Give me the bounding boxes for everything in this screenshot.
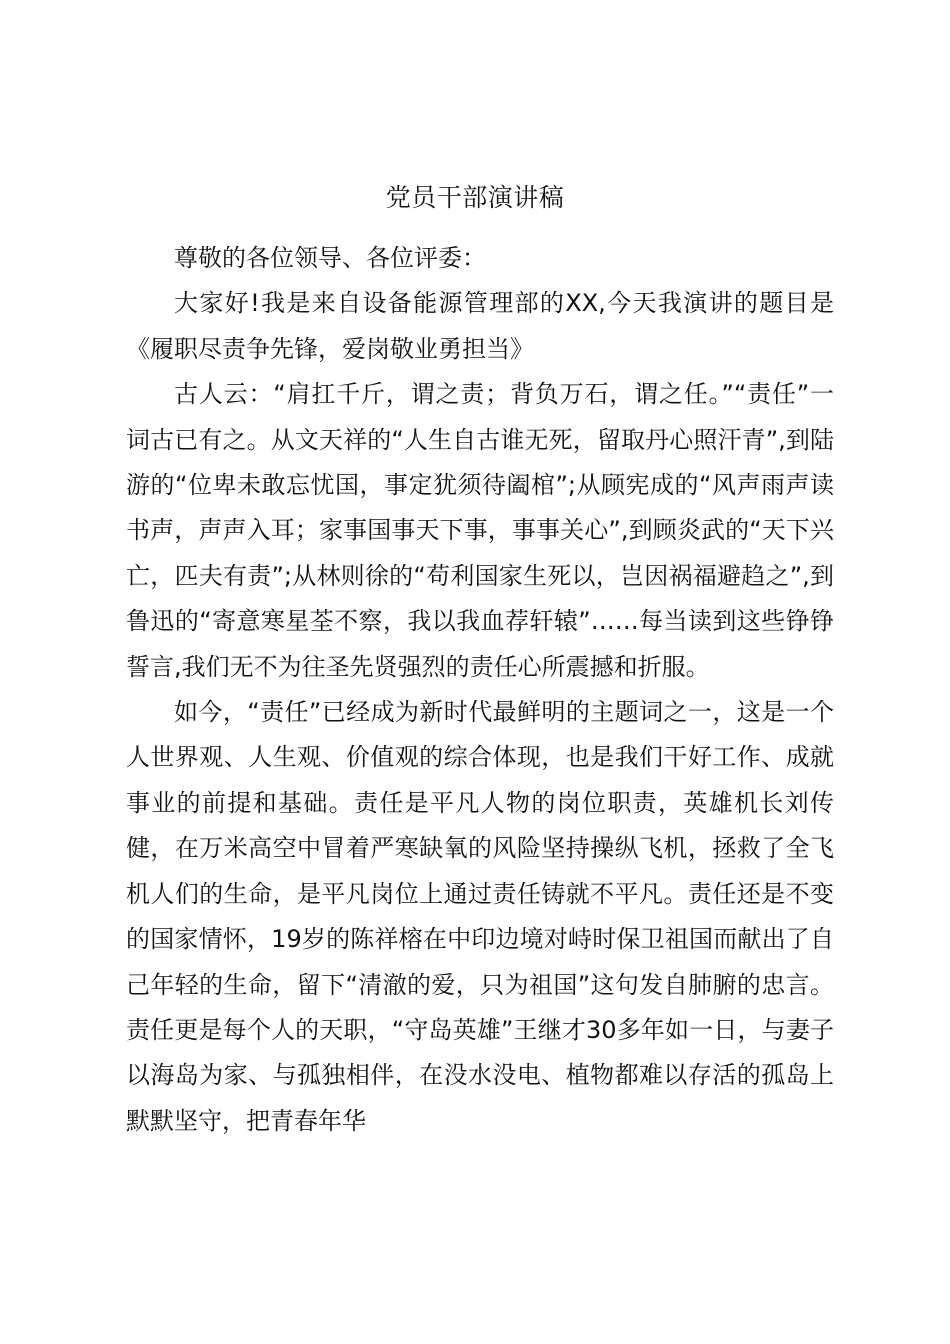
classical-quotes-paragraph: 古人云：“肩扛千斤，谓之责；背负万石，谓之任。”“责任”一词古已有之。从文天祥的“人生自古谁无死，留取丹心照汗青”,到陆游的“位卑未敢忘忧国，事定犹须待阖棺”;从顾宪成的“风声雨声读书声，声声入耳；家事国事天下事，事事关心”,到顾炎武的“天下兴亡，匹夫有责”;从林则徐的“苟利国家生死以，岂因祸福避趋之”,到鲁迅的“寄意寒星荃不察，我以我血荐轩辕”……每当读到这些铮铮誓言,我们无不为往圣先贤强烈的责任心所震撼和折服。 (126, 380, 834, 681)
document-body (126, 236, 834, 1144)
responsibility-paragraph: 如今，“责任”已经成为新时代最鲜明的主题词之一，这是一个人世界观、人生观、价值观的综合体现，也是我们干好工作、成就事业的前提和基础。责任是平凡人物的岗位职责，英雄机长刘传健，在万米高空中冒着严寒缺氧的风险坚持操纵飞机，拯救了全飞机人们的生命，是平凡岗位上通过责任铸就不平凡。责任还是不变的国家情怀，19岁的陈祥榕在中印边境对峙时保卫祖国而献出了自己年轻的生命，留下“清澈的爱，只为祖国”这句发自肺腑的忠言。责任更是每个人的天职，“守岛英雄”王继才30多年如一日，与妻子以海岛为家、与孤独相伴，在没水没电、植物都难以存活的孤岛上默默坚守，把青春年华 (126, 698, 834, 1135)
document-title: 党员干部演讲稿 (385, 183, 565, 212)
greeting-paragraph: 大家好!我是来自设备能源管理部的XX,今天我演讲的题目是《履职尽责争先锋，爱岗敬业勇担当》 (126, 289, 834, 363)
salutation-paragraph: 尊敬的各位领导、各位评委： (174, 244, 486, 272)
